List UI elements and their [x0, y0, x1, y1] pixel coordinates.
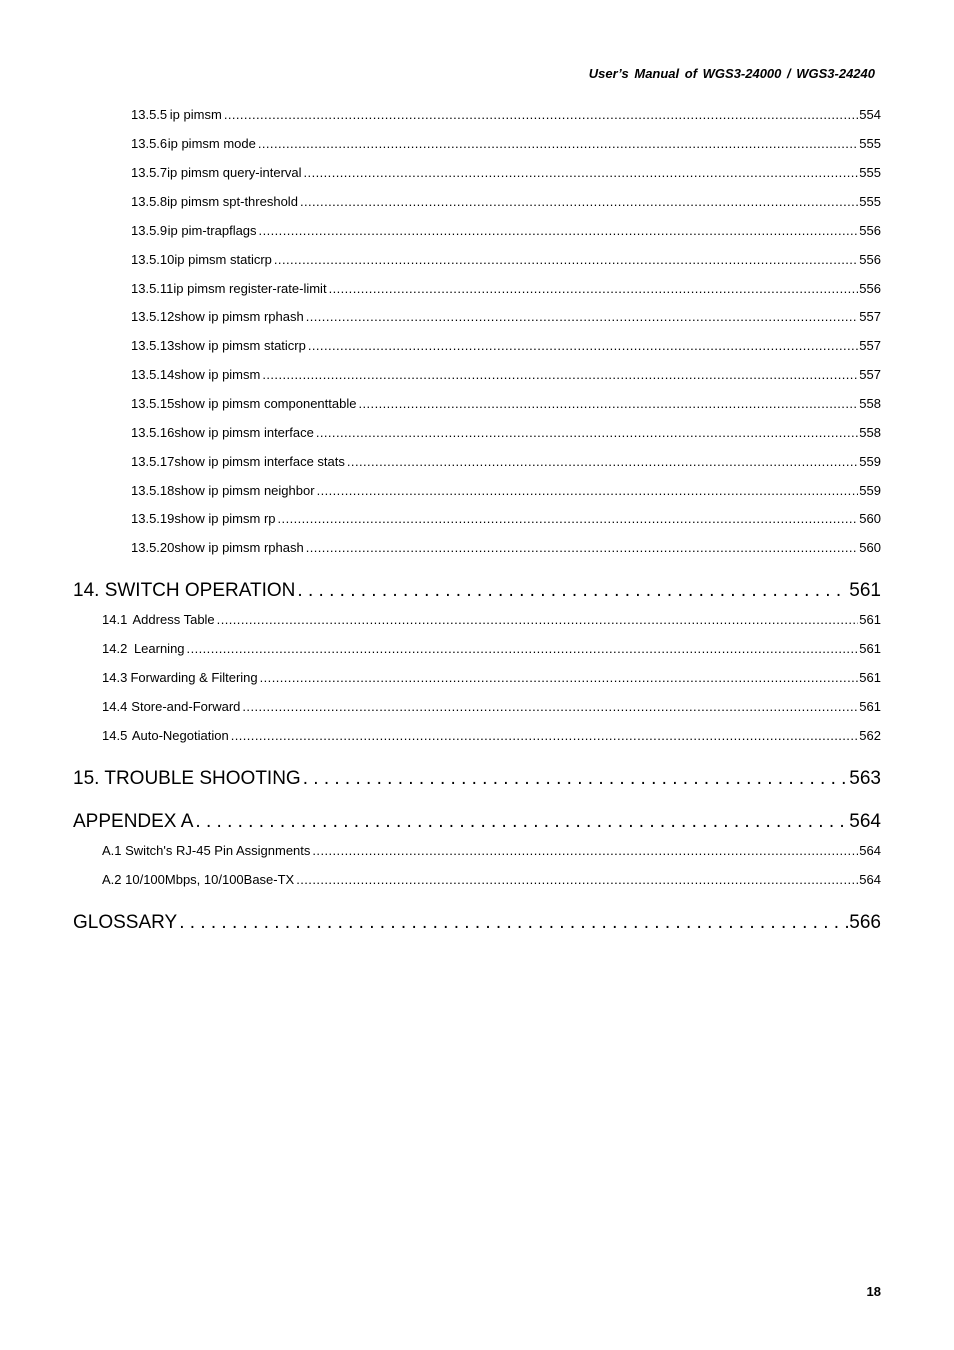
dot-leader — [329, 281, 859, 296]
toc-entry-page: 561 — [859, 699, 881, 714]
toc-entry-title: show ip pimsm interface — [174, 425, 314, 440]
toc-chapter-title: 15. TROUBLE SHOOTING — [73, 768, 301, 789]
toc-entry-title: Auto-Negotiation — [131, 728, 229, 743]
toc-entry-page: 559 — [859, 454, 881, 469]
toc-entry-title: ip pimsm mode — [167, 136, 256, 151]
toc-chapter-page: 564 — [849, 811, 881, 832]
toc-entry[interactable] — [102, 612, 881, 627]
toc-entry-page: 554 — [859, 107, 881, 122]
toc-entry-number: 13.5.8 — [131, 194, 168, 209]
dot-leader — [217, 612, 859, 627]
toc-entry-page: 555 — [859, 165, 881, 180]
toc-entry[interactable] — [131, 165, 881, 180]
toc-entry-title: A.2 10/100Mbps, 10/100Base-TX — [102, 872, 295, 887]
dot-leader — [259, 223, 859, 238]
toc-entry[interactable] — [102, 641, 881, 656]
toc-entry-page: 556 — [859, 281, 881, 296]
toc-entry-number: 13.5.5 — [131, 107, 168, 122]
toc-chapter-page: 566 — [849, 912, 881, 933]
toc-chapter-page: 563 — [849, 768, 881, 789]
dot-leader — [317, 483, 859, 498]
dot-leader — [358, 396, 858, 411]
toc-entry[interactable] — [102, 872, 881, 887]
toc-entry-title: show ip pimsm staticrp — [174, 338, 306, 353]
dot-leader — [312, 843, 858, 858]
toc-entry[interactable] — [131, 194, 881, 209]
dot-leader — [187, 641, 859, 656]
toc-entry[interactable] — [131, 281, 881, 296]
toc-entry[interactable] — [102, 670, 881, 685]
toc-entry[interactable] — [102, 728, 881, 743]
toc-entry[interactable] — [131, 511, 881, 526]
toc-chapter-page: 561 — [849, 580, 881, 601]
toc-entry-title: Forwarding & Filtering — [130, 670, 258, 685]
toc-entry-page: 562 — [859, 728, 881, 743]
toc-entry[interactable] — [131, 107, 881, 122]
dot-leader — [297, 580, 848, 602]
dot-leader — [274, 252, 858, 267]
toc-entry-number: 13.5.18 — [131, 483, 175, 498]
toc-entry-number: 13.5.15 — [131, 396, 175, 411]
toc-entry-page: 558 — [859, 396, 881, 411]
toc-entry-number: 13.5.10 — [131, 252, 175, 267]
toc-chapter[interactable] — [73, 811, 881, 833]
toc-entry-title: ip pimsm spt-threshold — [167, 194, 298, 209]
toc-entry-title: Learning — [133, 641, 185, 656]
toc-entry[interactable] — [131, 309, 881, 324]
toc-entry-title: show ip pimsm neighbor — [174, 483, 315, 498]
toc-chapter[interactable] — [73, 768, 881, 790]
dot-leader — [262, 367, 858, 382]
toc-entry-title: ip pimsm register-rate-limit — [173, 281, 327, 296]
toc-entry-title: ip pimsm query-interval — [167, 165, 302, 180]
toc-entry-page: 555 — [859, 136, 881, 151]
toc-entry-title: show ip pimsm — [174, 367, 261, 382]
toc-entry-page: 561 — [859, 641, 881, 656]
dot-leader — [347, 454, 858, 469]
toc-entry-number: 13.5.14 — [131, 367, 175, 382]
dot-leader — [316, 425, 858, 440]
dot-leader — [260, 670, 859, 685]
toc-entry-number: 14.3 — [102, 670, 128, 685]
toc-chapter[interactable] — [73, 580, 881, 602]
dot-leader — [258, 136, 858, 151]
toc-entry-page: 557 — [859, 338, 881, 353]
toc-entry-page: 555 — [859, 194, 881, 209]
toc-entry[interactable] — [131, 483, 881, 498]
toc-entry-number: 13.5.16 — [131, 425, 175, 440]
dot-leader — [242, 699, 858, 714]
dot-leader — [303, 768, 849, 790]
toc-chapter-title: 14. SWITCH OPERATION — [73, 580, 296, 601]
toc-entry-number: 13.5.19 — [131, 511, 175, 526]
toc-entry-number: 13.5.12 — [131, 309, 175, 324]
toc-entry-number: 13.5.20 — [131, 540, 175, 555]
toc-entry-number: 13.5.11 — [131, 281, 174, 296]
toc-entry-number: 13.5.9 — [131, 223, 168, 238]
dot-leader — [300, 194, 858, 209]
toc-entry-number: 14.2 — [102, 641, 128, 656]
toc-entry[interactable] — [102, 843, 881, 858]
toc-entry-number: 13.5.6 — [131, 136, 168, 151]
toc-entry-page: 557 — [859, 309, 881, 324]
toc-entry-page: 560 — [859, 540, 881, 555]
toc-entry-title: A.1 Switch's RJ-45 Pin Assignments — [102, 843, 311, 858]
dot-leader — [231, 728, 859, 743]
toc-entry-page: 559 — [859, 483, 881, 498]
toc-entry-number: 14.1 — [102, 612, 128, 627]
toc-entry-number: 13.5.7 — [131, 165, 168, 180]
toc-entry-title: ip pimsm — [169, 107, 222, 122]
toc-chapter-title: APPENDEX A — [73, 811, 194, 832]
dot-leader — [308, 338, 858, 353]
dot-leader — [224, 107, 858, 122]
toc-entry-title: ip pim-trapflags — [167, 223, 257, 238]
toc-entry-title: show ip pimsm rphash — [174, 540, 304, 555]
toc-entry[interactable] — [131, 252, 881, 267]
toc-entry-page: 564 — [859, 843, 881, 858]
dot-leader — [179, 912, 848, 934]
toc-entry-page: 557 — [859, 367, 881, 382]
toc-entry[interactable] — [131, 223, 881, 238]
dot-leader — [278, 511, 859, 526]
toc-entry-number: 14.4 — [102, 699, 128, 714]
toc-entry-page: 561 — [859, 670, 881, 685]
dot-leader — [306, 309, 859, 324]
toc-entry-number: 13.5.13 — [131, 338, 175, 353]
toc-entry-title: ip pimsm staticrp — [174, 252, 272, 267]
toc-entry-number: 13.5.17 — [131, 454, 175, 469]
toc-entry-number: 14.5 — [102, 728, 128, 743]
toc-entry[interactable] — [131, 136, 881, 151]
toc-entry-title: show ip pimsm rphash — [174, 309, 304, 324]
toc-entry[interactable] — [102, 699, 881, 714]
dot-leader — [304, 165, 859, 180]
dot-leader — [296, 872, 858, 887]
toc-entry-title: show ip pimsm rp — [174, 511, 276, 526]
toc-entry[interactable] — [131, 396, 881, 411]
toc-entry[interactable] — [131, 338, 881, 353]
dot-leader — [306, 540, 859, 555]
toc-entry-title: show ip pimsm interface stats — [174, 454, 345, 469]
running-header: User’s Manual of WGS3-24000 / WGS3-24240 — [588, 66, 875, 81]
toc-entry-title: show ip pimsm componenttable — [174, 396, 357, 411]
toc-entry[interactable] — [131, 454, 881, 469]
toc-entry-page: 561 — [859, 612, 881, 627]
toc-entry-page: 560 — [859, 511, 881, 526]
toc-chapter-title: GLOSSARY — [73, 912, 178, 933]
toc-chapter[interactable] — [73, 912, 881, 934]
toc-entry-page: 556 — [859, 252, 881, 267]
toc-entry-page: 558 — [859, 425, 881, 440]
toc-entry-page: 564 — [859, 872, 881, 887]
toc-entry-title: Store-and-Forward — [131, 699, 241, 714]
toc-entry-page: 556 — [859, 223, 881, 238]
dot-leader — [195, 811, 848, 833]
toc-entry[interactable] — [131, 540, 881, 555]
page-number: 18 — [866, 1284, 881, 1299]
toc-entry-title: Address Table — [132, 612, 215, 627]
toc-entry[interactable] — [131, 367, 881, 382]
toc-entry[interactable] — [131, 425, 881, 440]
